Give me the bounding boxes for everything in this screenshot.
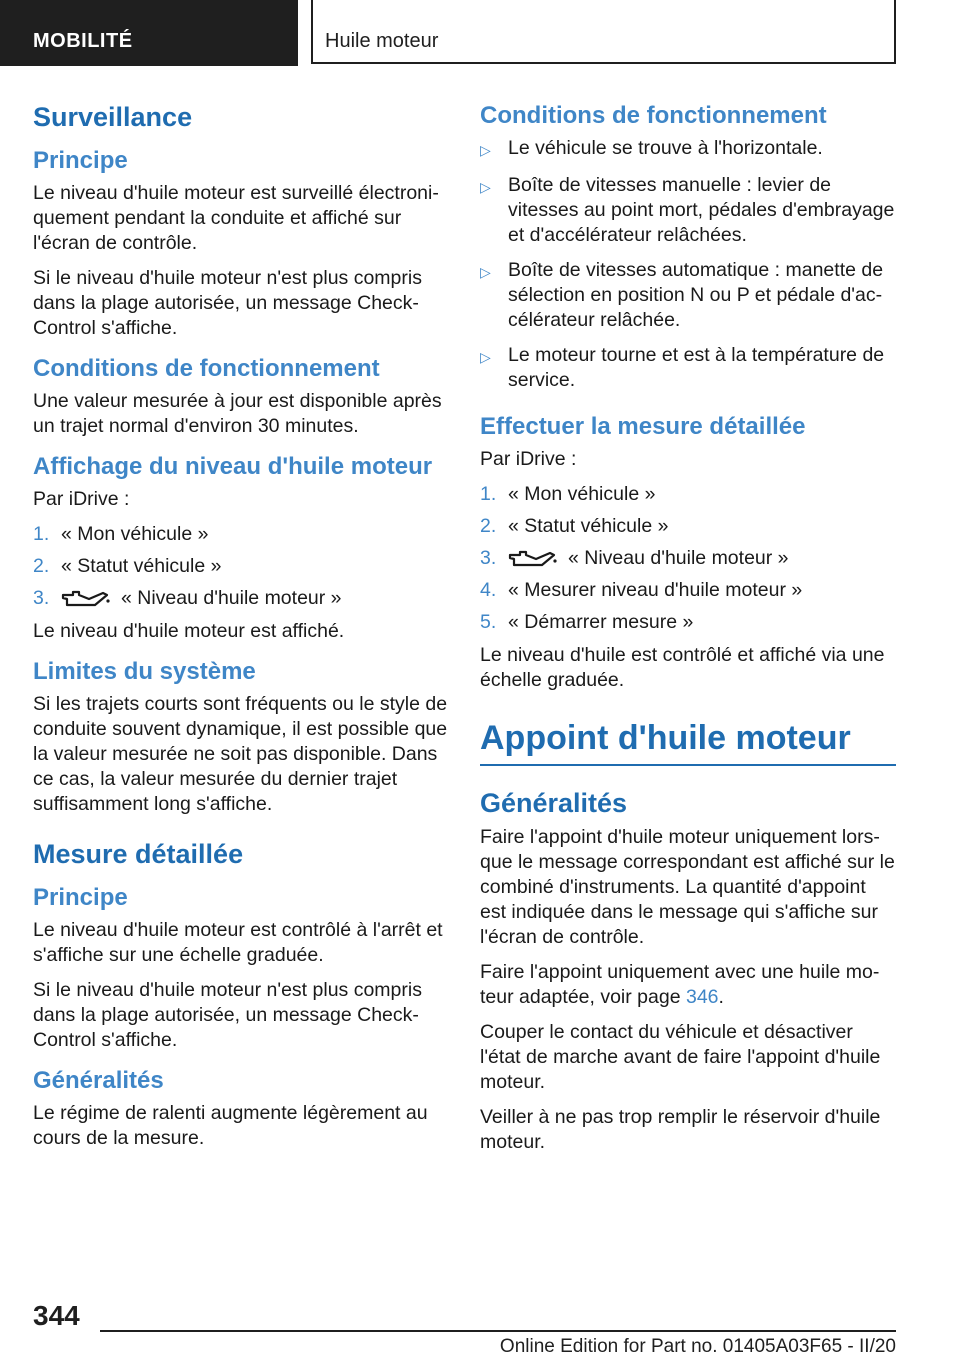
triangle-bullet-icon: ▷: [480, 142, 491, 158]
paragraph: Par iDrive :: [480, 448, 577, 470]
step-text: « Mon véhicule »: [61, 523, 209, 545]
step-text: « Niveau d'huile moteur »: [121, 587, 342, 609]
chapter-title: Huile moteur: [311, 0, 896, 64]
footer: [33, 1300, 896, 1362]
step-list: [480, 482, 896, 635]
heading-limites: Limites du système: [33, 658, 256, 685]
oil-can-icon: [61, 589, 111, 609]
page-link[interactable]: 346: [685, 986, 719, 1008]
paragraph: Une valeur mesurée à jour est disponible après un trajet normal d'environ 30 minutes.: [33, 390, 442, 437]
step-number: 3.: [33, 587, 50, 609]
heading-surveillance: Surveillance: [33, 102, 193, 132]
heading-conditions: Conditions de fonctionnement: [480, 102, 827, 129]
paragraph: [480, 960, 896, 1010]
heading-mesure-detaillee: Mesure détaillée: [33, 839, 244, 869]
left-column: [33, 96, 451, 1161]
paragraph: Le régime de ralenti augmente légèrement au cours de la mesure.: [33, 1102, 428, 1149]
section-title: MOBILITÉ: [0, 0, 298, 66]
list-item: [33, 586, 451, 611]
list-item: [480, 546, 896, 571]
step-text: « Mesurer niveau d'huile moteur »: [508, 579, 803, 601]
list-item: [480, 173, 896, 248]
paragraph: Veiller à ne pas trop remplir le réservoir d'huile moteur.: [480, 1106, 881, 1153]
edition-text: Online Edition for Part no. 01405A03F65 - II/20: [499, 1336, 896, 1357]
paragraph: Par iDrive :: [33, 488, 130, 510]
step-text: « Statut véhicule »: [508, 515, 669, 537]
heading-effectuer: Effectuer la mesure détaillée: [480, 413, 806, 440]
triangle-bullet-icon: ▷: [480, 349, 491, 365]
heading-principe: Principe: [33, 884, 128, 911]
step-text: « Mon véhicule »: [508, 483, 656, 505]
paragraph-text: .: [718, 986, 724, 1008]
step-number: 2.: [33, 555, 50, 577]
heading-conditions: Conditions de fonctionnement: [33, 355, 380, 382]
step-text: « Niveau d'huile moteur »: [568, 547, 789, 569]
step-number: 4.: [480, 579, 497, 601]
paragraph: Le niveau d'huile moteur est affiché.: [33, 620, 345, 642]
list-item: [480, 136, 896, 163]
step-number: 1.: [33, 523, 50, 545]
list-item: [480, 343, 896, 393]
bullet-text: Boîte de vitesses manuelle : levier de vitesses au point mort, pédales d'embrayage et d'accélérateur relâchées.: [508, 174, 895, 246]
header-bar: [0, 0, 960, 66]
heading-generalites: Généralités: [480, 788, 628, 818]
heading-appoint: Appoint d'huile moteur: [480, 719, 896, 766]
list-item: [480, 258, 896, 333]
heading-generalites: Généralités: [33, 1067, 164, 1094]
paragraph: Si le niveau d'huile moteur n'est plus compris dans la plage autorisée, un message Check-Control s'affiche.: [33, 267, 422, 339]
footer-divider: [100, 1330, 896, 1332]
step-text: « Statut véhicule »: [61, 555, 222, 577]
triangle-bullet-icon: ▷: [480, 264, 491, 280]
oil-can-icon: [508, 549, 558, 569]
step-list: [33, 522, 451, 611]
list-item: [480, 578, 896, 603]
paragraph: Le niveau d'huile moteur est surveillé électroniquement pendant la conduite et affiché sur l'écran de contrôle.: [33, 182, 439, 254]
paragraph: Le niveau d'huile moteur est contrôlé à l'arrêt et s'affiche sur une échelle graduée.: [33, 919, 443, 966]
list-item: [480, 610, 896, 635]
bullet-text: Le moteur tourne et est à la température de service.: [508, 344, 885, 391]
list-item: [480, 482, 896, 507]
step-number: 5.: [480, 611, 497, 633]
heading-affichage: Affichage du niveau d'huile moteur: [33, 453, 433, 480]
paragraph: Si le niveau d'huile moteur n'est plus compris dans la plage autorisée, un message Check-Control s'affiche.: [33, 979, 422, 1051]
heading-principe: Principe: [33, 147, 128, 174]
paragraph: Si les trajets courts sont fréquents ou le style de conduite souvent dynamique, il est possible que la valeur mesurée ne soit pas disponible. Dans ce cas, la valeur mesurée du dernier trajet suffisamment long s'affiche.: [33, 693, 448, 815]
list-item: [480, 514, 896, 539]
page-number: 344: [33, 1300, 80, 1331]
step-number: 1.: [480, 483, 497, 505]
paragraph: Couper le contact du véhicule et désactiver l'état de marche avant de faire l'appoint d'huile moteur.: [480, 1021, 881, 1093]
triangle-bullet-icon: ▷: [480, 179, 491, 195]
paragraph-text: Faire l'appoint uniquement avec une huile moteur adaptée, voir page: [480, 961, 880, 1008]
bullet-text: Boîte de vitesses automatique : manette de sélection en position N ou P et pédale d'accélérateur relâchée.: [508, 259, 884, 331]
step-number: 2.: [480, 515, 497, 537]
paragraph: Faire l'appoint d'huile moteur uniquement lorsque le message correspondant est affiché sur le combiné d'instruments. La quantité d'appoint est indiquée dans le message qui s'affiche sur l'écran de contrôle.: [480, 826, 895, 948]
step-number: 3.: [480, 547, 497, 569]
bullet-text: Le véhicule se trouve à l'horizontale.: [508, 137, 823, 159]
right-column: [480, 96, 896, 1165]
list-item: [33, 554, 451, 579]
step-text: « Démarrer mesure »: [508, 611, 694, 633]
paragraph: Le niveau d'huile est contrôlé et affiché via une échelle graduée.: [480, 644, 885, 691]
list-item: [33, 522, 451, 547]
